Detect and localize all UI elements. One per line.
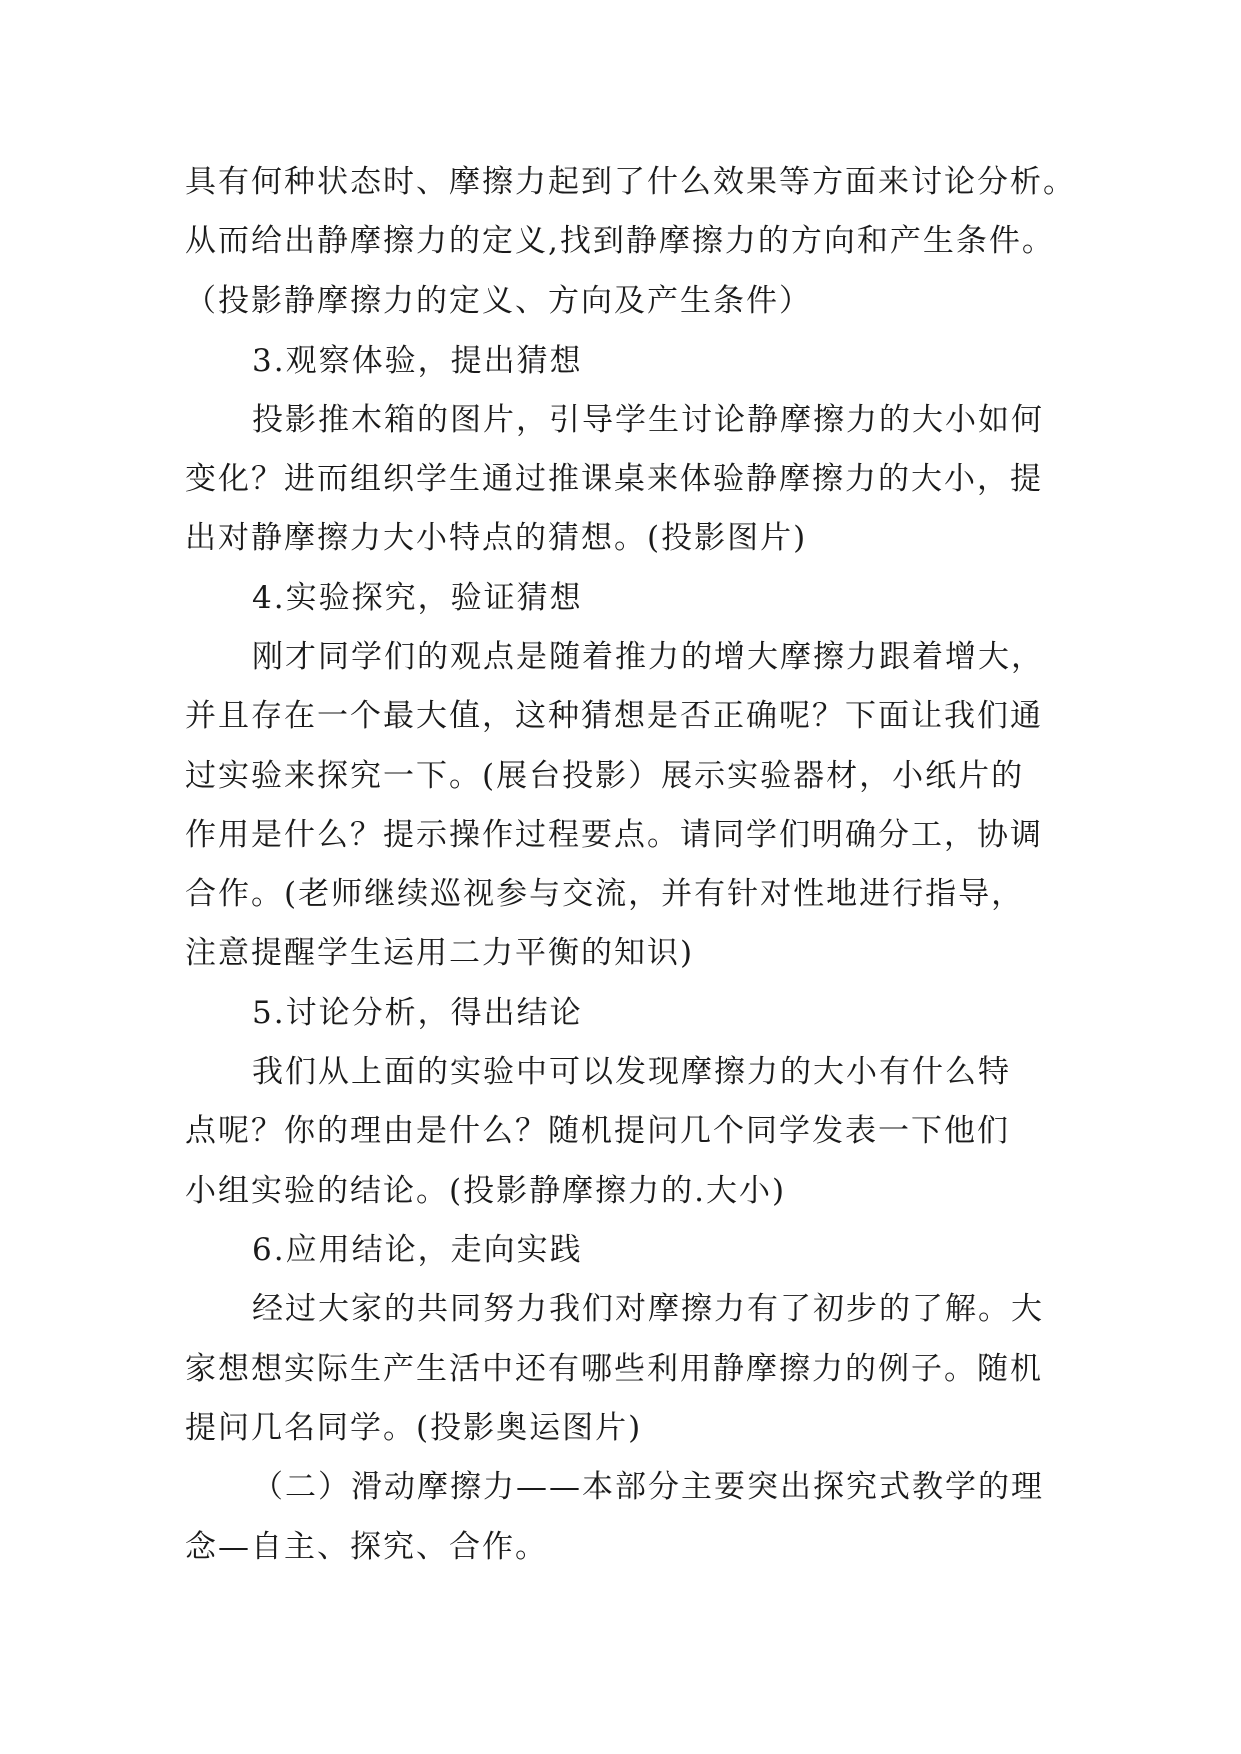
text-line: 点呢？你的理由是什么？随机提问几个同学发表一下他们 [185,1113,1010,1149]
text-line: （投影静摩擦力的定义、方向及产生条件） [185,283,812,319]
text-line: 作用是什么？提示操作过程要点。请同学们明确分工，协调 [185,817,1043,853]
text-line: 从而给出静摩擦力的定义,找到静摩擦力的方向和产生条件。 [185,223,1055,259]
text-line: 变化？进而组织学生通过推课桌来体验静摩擦力的大小，提 [185,461,1043,497]
text-line: 具有何种状态时、摩擦力起到了什么效果等方面来讨论分析。 [185,164,1076,200]
text-line: 小组实验的结论。(投影静摩擦力的.大小) [185,1173,787,1209]
text-line: 注意提醒学生运用二力平衡的知识) [185,935,695,971]
text-line: 我们从上面的实验中可以发现摩擦力的大小有什么特 [252,1054,1011,1090]
section-heading: 6.应用结论，走向实践 [252,1232,583,1268]
text-line: 过实验来探究一下。(展台投影）展示实验器材，小纸片的 [185,758,1025,794]
text-line: 刚才同学们的观点是随着推力的增大摩擦力跟着增大， [252,639,1044,675]
text-line: 投影推木箱的图片，引导学生讨论静摩擦力的大小如何 [252,402,1044,438]
text-line: 并且存在一个最大值，这种猜想是否正确呢？下面让我们通 [185,698,1043,734]
section-heading: （二）滑动摩擦力——本部分主要突出探究式教学的理 [252,1469,1044,1505]
text-line: 经过大家的共同努力我们对摩擦力有了初步的了解。大 [252,1291,1044,1327]
text-line: 念—自主、探究、合作。 [185,1529,548,1565]
text-line: 家想想实际生产生活中还有哪些利用静摩擦力的例子。随机 [185,1351,1043,1387]
text-line: 提问几名同学。(投影奥运图片) [185,1410,643,1446]
text-line: 合作。(老师继续巡视参与交流，并有针对性地进行指导， [185,876,1025,912]
section-heading: 4.实验探究，验证猜想 [252,580,583,616]
text-line: 出对静摩擦力大小特点的猜想。(投影图片) [185,520,808,556]
section-heading: 3.观察体验，提出猜想 [252,343,583,379]
section-heading: 5.讨论分析，得出结论 [252,995,583,1031]
